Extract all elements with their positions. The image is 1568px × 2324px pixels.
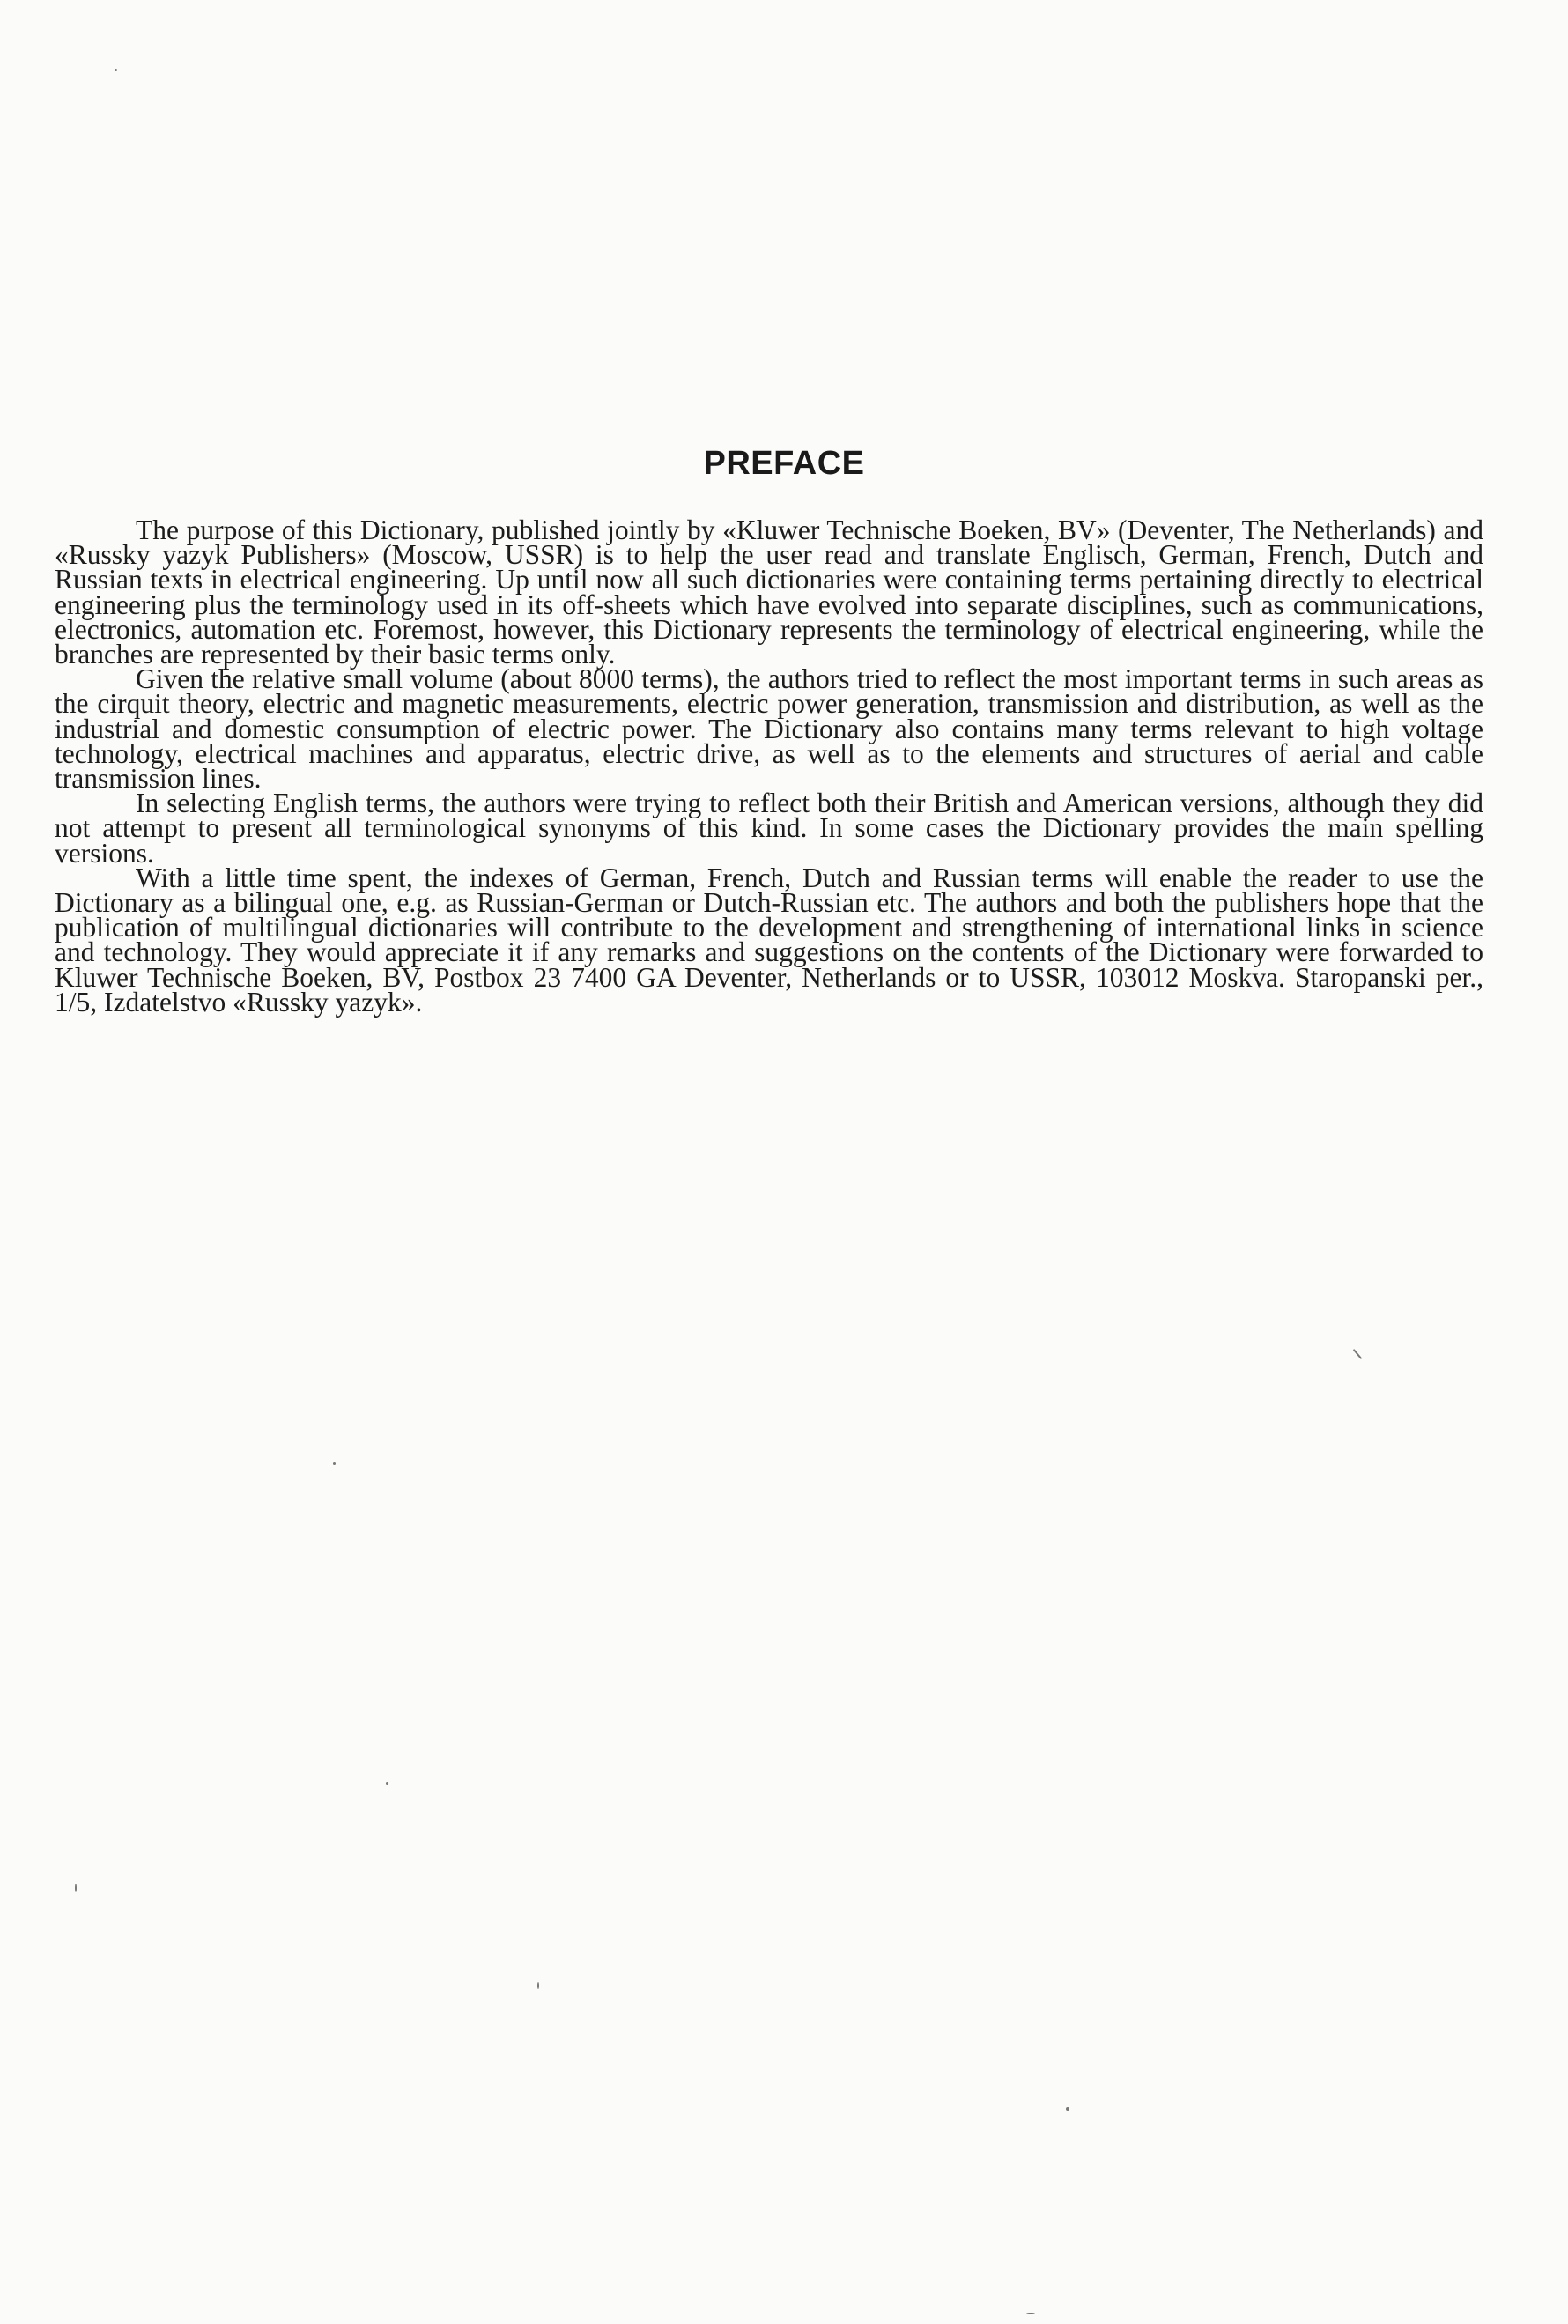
scan-speck [1066, 2107, 1069, 2111]
paragraph-scope: Given the relative small volume (about 8000 terms), the authors tried to reflect the most important terms in such areas as the cirquit theory, electric and magnetic measurements, electric power generation, transmission and distribution, as well as the industrial and domestic consumption of electric power. The Dictionary also contains many terms relevant to high voltage technology, electrical machines and apparatus, electric drive, as well as to the elements and structures of aerial and cable transmission lines. [55, 663, 1483, 795]
paragraph-english-terms: In selecting English terms, the authors were trying to reflect both their British and American versions, although they did not attempt to present all terminological synonyms of this kind. In some cases the Dictionary provides the main spelling versions. [55, 788, 1483, 869]
paragraph-indexes: With a little time spent, the indexes of German, French, Dutch and Russian terms will enable the reader to use the Dictionary as a bilingual one, e.g. as Russian-German or Dutch-Russian etc. The authors and both the publishers hope that the publication of multilingual dictionaries will contribute to the development and strengthening of international links in science and technology. They would appreciate it if any remarks and suggestions on the contents of the Dictionary were forwarded to Kluwer Technische Boeken, BV, Postbox 23 7400 GA Deventer, Netherlands or to USSR, 103012 Moskva. Staropanski per., 1/5, Izdatelstvo «Russky yazyk». [55, 862, 1483, 1018]
scan-speck [1353, 1349, 1363, 1359]
scan-speck [115, 69, 117, 71]
page-title: PREFACE [703, 445, 865, 482]
scan-speck [537, 1982, 539, 1989]
scan-speck [75, 1884, 77, 1892]
scan-speck [386, 1782, 388, 1785]
scan-speck [1026, 2313, 1035, 2314]
scan-speck [333, 1462, 336, 1465]
preface-body [55, 514, 1483, 1018]
paragraph-purpose: The purpose of this Dictionary, published jointly by «Kluwer Technische Boeken, BV» (Deventer, The Netherlands) and «Russky yazyk Publishers» (Moscow, USSR) is to help the user read and translate Englisch, German, French, Dutch and Russian texts in electrical engineering. Up until now all such dictionaries were containing terms pertaining directly to electrical engineering plus the terminology used in its off-sheets which have evolved into separate disciplines, such as communications, electronics, automation etc. Foremost, however, this Dictionary represents the terminology of electrical engineering, while the branches are represented by their basic terms only. [55, 514, 1483, 670]
